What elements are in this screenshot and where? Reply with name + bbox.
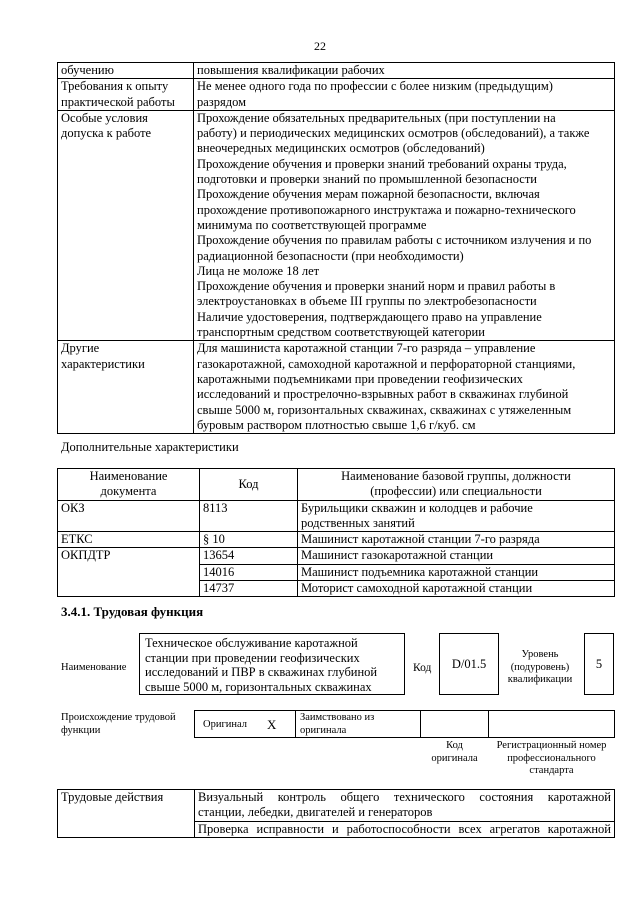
- header-line: Наименование: [89, 469, 168, 483]
- code-cell: 13654: [200, 548, 298, 564]
- code-label: Код: [413, 662, 432, 674]
- additional-characteristics-title: Дополнительные характеристики: [61, 440, 239, 454]
- origin-label-line: Происхождение трудовой: [61, 712, 176, 723]
- labor-actions-table: [57, 789, 615, 838]
- header-line: Код: [238, 476, 259, 491]
- labor-action-cell: [195, 821, 615, 837]
- function-name-line: станции при проведении геофизических: [145, 650, 360, 665]
- label-line: характеристики: [61, 356, 145, 371]
- code-cell: § 10: [200, 532, 298, 548]
- level-value-box: 5: [584, 633, 614, 695]
- borrowed-box: [295, 710, 421, 738]
- function-name-line: свыше 5000 м, горизонтальных скважинах: [145, 679, 372, 694]
- value-line: транспортным средством соответствующей категории: [197, 325, 485, 340]
- value-line: Прохождение обучения по правилам работы с источником излучения и по: [197, 233, 592, 248]
- group-name-cell: [298, 581, 615, 597]
- value-line: газокаротажной, самоходной каротажной и перфораторной станциями,: [197, 356, 576, 371]
- characteristics-table: [57, 62, 615, 434]
- code-caption-line: Код: [446, 740, 463, 751]
- characteristic-value: [194, 79, 615, 111]
- label-line: Другие: [61, 341, 100, 356]
- original-code-box: [420, 710, 489, 738]
- function-name-line: исследований и ПВР в скважинах глубиной: [145, 665, 378, 679]
- value-line: Прохождение обучения и проверки знаний требований охраны труда,: [197, 156, 567, 171]
- characteristic-label: [58, 63, 194, 79]
- value-line: исследований и прострелочно-взрывных работ в скважинах глубиной: [197, 387, 569, 402]
- group-name-line: Моторист самоходной каротажной станции: [301, 581, 533, 596]
- labor-action-line: станции, лебедки, двигателей и генераторов: [198, 805, 433, 820]
- labor-actions-label: Трудовые действия: [58, 790, 195, 838]
- registration-number-box: [488, 710, 615, 738]
- value-line: Наличие удостоверения, подтверждающего право на управление: [197, 309, 542, 324]
- group-name-cell: [298, 532, 615, 548]
- borrowed-label-line: оригинала: [300, 724, 347, 736]
- value-line: свыше 5000 м, горизонтальных скважинах, скважинах с утяжеленным: [197, 402, 572, 417]
- reg-caption-line: Регистрационный номер: [496, 740, 607, 751]
- origin-label: [61, 712, 176, 737]
- value-line: внеочередных медицинских осмотров (обследований): [197, 141, 485, 156]
- group-name-line: Бурильщики скважин и колодцев и рабочие: [301, 500, 533, 515]
- value-line: радиационной безопасности (при необходимости): [197, 248, 464, 263]
- characteristic-value: [194, 341, 615, 434]
- header-line: документа: [100, 484, 157, 499]
- code-caption: [420, 740, 489, 765]
- label-line: допуска к работе: [61, 126, 152, 141]
- characteristic-value: [194, 110, 615, 340]
- table-row: [58, 548, 615, 564]
- code-cell: 14737: [200, 581, 298, 597]
- table-row: [58, 532, 615, 548]
- label-line: практической работы: [61, 94, 175, 109]
- document-cell: ОКЗ: [58, 500, 200, 532]
- value-line: Не менее одного года по профессии с более низким (предыдущим): [197, 79, 553, 94]
- code-cell: 14016: [200, 564, 298, 580]
- value-line: каротажными подъемниками при проведении геофизических: [197, 371, 523, 386]
- group-name-cell: [298, 564, 615, 580]
- characteristics-row: [58, 341, 615, 434]
- additional-characteristics-table: [57, 468, 615, 597]
- reg-caption-line: профессионального: [507, 752, 596, 764]
- header-document: [58, 469, 200, 501]
- header-code: [200, 469, 298, 501]
- document-cell: ЕТКС: [58, 532, 200, 548]
- value-line: электроустановках в объеме III группы по электробезопасности: [197, 294, 537, 309]
- original-box: [194, 710, 296, 738]
- value-line: Прохождение обучения мерам пожарной безопасности, включая: [197, 187, 540, 202]
- value-line: Для машиниста каротажной станции 7-го разряда – управление: [197, 341, 536, 356]
- characteristic-label: [58, 341, 194, 434]
- label-line: Требования к опыту: [61, 79, 169, 94]
- original-mark: X: [267, 717, 277, 732]
- characteristic-label: [58, 110, 194, 340]
- function-name-box: [139, 633, 405, 695]
- characteristics-row: [58, 79, 615, 111]
- level-label-line: Уровень: [521, 649, 559, 660]
- characteristic-label: [58, 79, 194, 111]
- label-line: обучению: [61, 63, 114, 77]
- level-label: [500, 649, 580, 687]
- group-name-line: Машинист каротажной станции 7-го разряда: [301, 532, 540, 547]
- page-number: 22: [314, 39, 326, 53]
- characteristic-value: [194, 63, 615, 79]
- origin-label-line: функции: [61, 724, 101, 736]
- function-name-line: Техническое обслуживание каротажной: [145, 636, 358, 650]
- label-line: Особые условия: [61, 110, 148, 125]
- value-line: Прохождение обучения и проверки знаний норм и правил работы в: [197, 279, 556, 294]
- value-line: разрядом: [197, 94, 247, 109]
- value-line: Лица не моложе 18 лет: [197, 263, 320, 278]
- header-name: [298, 469, 615, 501]
- value-line: Прохождение обязательных предварительных (при поступлении на: [197, 110, 556, 125]
- original-label: Оригинал: [203, 719, 247, 730]
- value-line: прохождение противопожарного инструктажа и пожарно-технического: [197, 202, 576, 217]
- group-name-cell: [298, 548, 615, 564]
- code-cell: 8113: [200, 500, 298, 532]
- characteristics-row: [58, 110, 615, 340]
- labor-action-line: Визуальный контроль общего технического состояния каротажной: [198, 790, 611, 804]
- borrowed-label-line: Заимствовано из: [300, 712, 375, 723]
- value-line: минимума по соответствующей программе: [197, 217, 427, 232]
- value-line: повышения квалификации рабочих: [197, 63, 385, 77]
- header-line: (профессии) или специальности: [370, 484, 542, 499]
- value-line: работу) и периодических медицинских осмотров (обследований), а также: [197, 126, 590, 141]
- reg-caption-line: стандарта: [529, 765, 574, 776]
- characteristics-row: [58, 63, 615, 79]
- level-label-line: (подуровень): [510, 661, 570, 673]
- code-caption-line: оригинала: [431, 752, 478, 764]
- document-cell: ОКПДТР: [58, 548, 200, 597]
- value-line: подготовки и проверки знаний по промышленной безопасности: [197, 172, 537, 187]
- group-name-cell: [298, 500, 615, 532]
- table-row: [58, 500, 615, 532]
- group-name-line: Машинист газокаротажной станции: [301, 548, 494, 563]
- labor-action-line: Проверка исправности и работоспособности всех агрегатов каротажной: [198, 821, 611, 836]
- group-name-line: родственных занятий: [301, 515, 415, 530]
- name-label: Наименование: [61, 662, 127, 673]
- code-value-box: D/01.5: [439, 633, 499, 695]
- header-line: Наименование базовой группы, должности: [341, 469, 571, 483]
- group-name-line: Машинист подъемника каротажной станции: [301, 564, 539, 579]
- level-label-line: квалификации: [507, 674, 573, 685]
- section-title: 3.4.1. Трудовая функция: [61, 604, 204, 619]
- registration-caption: [488, 740, 615, 778]
- labor-action-cell: [195, 790, 615, 822]
- value-line: буровым раствором плотностью свыше 1,6 г/куб. см: [197, 417, 476, 432]
